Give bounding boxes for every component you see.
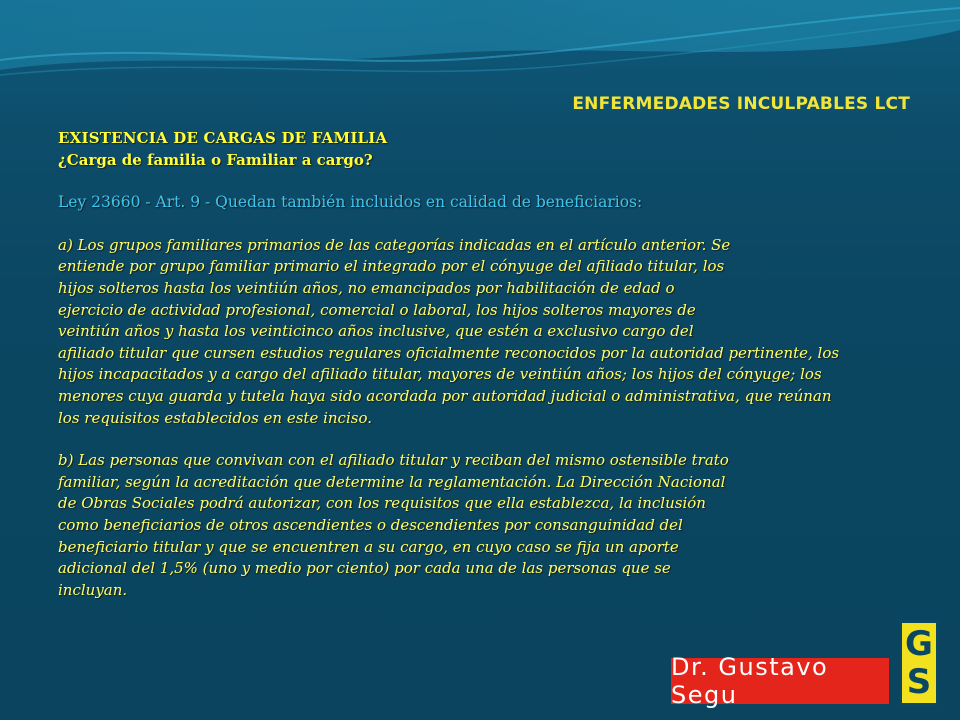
paragraph-line: incluyan. <box>58 580 128 599</box>
paragraph-line: como beneficiarios de otros ascendientes o descendientes por consanguinidad del <box>58 515 683 534</box>
paragraph-line: veintiún años y hasta los veinticinco años inclusive, que estén a exclusivo cargo del <box>58 322 694 341</box>
paragraph-line: adicional del 1,5% (uno y medio por ciento) por cada una de las personas que se <box>58 559 671 578</box>
paragraph-line: entiende por grupo familiar primario el integrado por el cónyuge del afiliado titular, los <box>58 257 725 276</box>
paragraph-line: menores cuya guarda y tutela haya sido acordada por autoridad judicial o administrativa, que reúnan <box>58 386 832 405</box>
logo-letter-g: G <box>905 624 933 664</box>
paragraph-a <box>58 235 888 429</box>
paragraph-line: de Obras Sociales podrá autorizar, con los requisitos que ella establezca, la inclusión <box>58 494 706 513</box>
slide-title: ENFERMEDADES INCULPABLES LCT <box>572 94 910 114</box>
paragraph-line: hijos incapacitados y a cargo del afiliado titular, mayores de veintiún años; los hijos del cónyuge; los <box>58 365 822 384</box>
paragraph-line: beneficiario titular y que se encuentren a su cargo, en cuyo caso se fija un aporte <box>58 537 679 556</box>
paragraph-line: a) Los grupos familiares primarios de las categorías indicadas en el artículo anterior. Se <box>58 235 731 254</box>
section-subheading: ¿Carga de familia o Familiar a cargo? <box>58 150 373 169</box>
paragraph-b <box>58 450 888 601</box>
law-reference: Ley 23660 - Art. 9 - Quedan también incluidos en calidad de beneficiarios: <box>58 193 643 212</box>
paragraph-line: ejercicio de actividad profesional, comercial o laboral, los hijos solteros mayores de <box>58 300 696 319</box>
paragraph-line: hijos solteros hasta los veintiún años, no emancipados por habilitación de edad o <box>58 278 675 297</box>
logo-letter-s: S <box>906 662 932 702</box>
section-heading: EXISTENCIA DE CARGAS DE FAMILIA <box>58 129 388 147</box>
author-logo-mark <box>899 620 939 706</box>
paragraph-line: afiliado titular que cursen estudios regulares oficialmente reconocidos por la autoridad pertinente, los <box>58 343 840 362</box>
author-logo-name: Dr. Gustavo Segu <box>671 658 889 704</box>
paragraph-line: familiar, según la acreditación que determine la reglamentación. La Dirección Nacional <box>58 472 726 491</box>
slide-body <box>58 128 888 601</box>
paragraph-line: b) Las personas que convivan con el afiliado titular y reciban del mismo ostensible trato <box>58 451 729 470</box>
paragraph-line: los requisitos establecidos en este inciso. <box>58 408 372 427</box>
